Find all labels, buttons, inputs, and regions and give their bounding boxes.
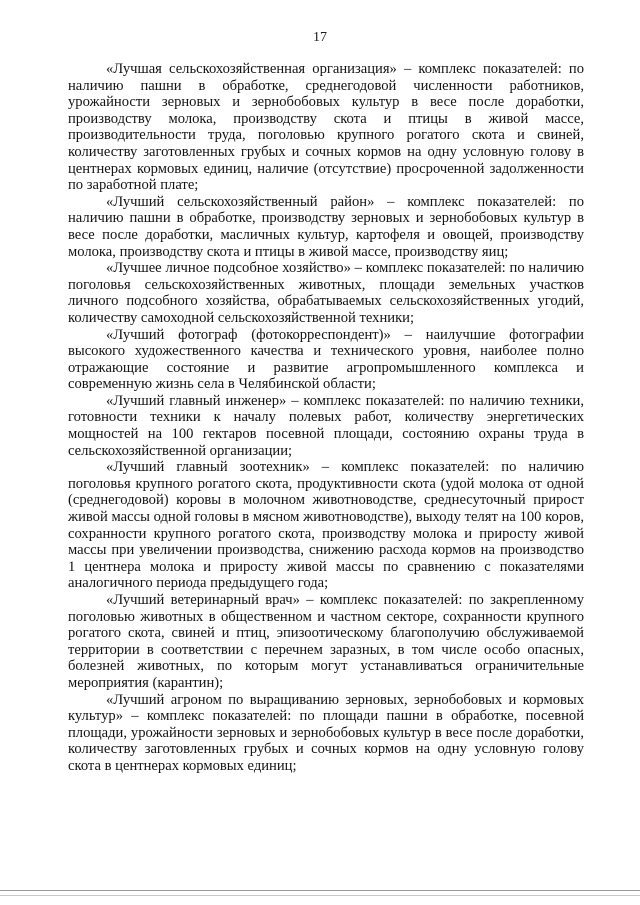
paragraph-best-agricultural-organization: «Лучшая сельскохозяйственная организация» – комплекс показателей: по наличию пашни в обработке, среднегодовой численности работников, урожайности зерновых и зернобобовых культур в весе после доработки, производству молока, производству скота и птицы в живой массе, производительности труда, поголовью крупного рогатого скота и свиней, количеству заготовленных грубых и сочных кормов на одну условную голову в центнерах кормовых единиц, наличие (отсутствие) просроченной задолженности по заработной плате; [68, 61, 584, 194]
paragraph-best-chief-engineer: «Лучший главный инженер» – комплекс показателей: по наличию техники, готовности техники к началу полевых работ, количеству энергетических мощностей на 100 гектаров посевной площади, состоянию охраны труда в сельскохозяйственной организации; [68, 392, 584, 459]
paragraph-best-personal-subsidiary-farm: «Лучшее личное подсобное хозяйство» – комплекс показателей: по наличию поголовья сельскохозяйственных животных, площади земельных участков личного подсобного хозяйства, обрабатываемых сельскохозяйственных угодий, количеству самоходной сельскохозяйственной техники; [68, 260, 584, 326]
paragraph-best-agricultural-district: «Лучший сельскохозяйственный район» – комплекс показателей: по наличию пашни в обработке, производству зерновых и зернобобовых культур в весе после доработки, масличных культур, картофеля и овощей, производству молока, производству скота и птицы в живой массе, производству яиц; [68, 193, 584, 260]
body-text [68, 61, 584, 775]
paragraph-best-veterinarian: «Лучший ветеринарный врач» – комплекс показателей: по закрепленному поголовью животных в общественном и частном секторе, сохранности крупного рогатого скота, свиней и птиц, эпизоотическому благополучию обслуживаемой территории в соответствии с перечнем заразных, в том числе особо опасных, болезней животных, по которым могут устанавливаться ограничительные мероприятия (карантин); [68, 592, 584, 691]
page-number: 17 [313, 30, 327, 45]
paragraph-best-agronomist: «Лучший агроном по выращиванию зерновых, зернобобовых и кормовых культур» – комплекс показателей: по площади пашни в обработке, посевной площади, урожайности зерновых и зернобобовых культур в весе после доработки, количеству заготовленных грубых и сочных кормов на одну условную голову скота в центнерах кормовых единиц; [68, 691, 584, 774]
paragraph-best-photographer: «Лучший фотограф (фотокорреспондент)» – наилучшие фотографии высокого художественного качества и технического уровня, наиболее полно отражающие состояние и развитие агропромышленного комплекса и современную жизнь села в Челябинской области; [68, 326, 584, 393]
bottom-scan-edge-secondary [0, 895, 640, 896]
paragraph-best-chief-livestock-specialist: «Лучший главный зоотехник» – комплекс показателей: по наличию поголовья крупного рогатого скота, продуктивности скота (удой молока от одной (среднегодовой) коровы в молочном животноводстве, среднесуточный прирост живой массы одной головы в мясном животноводстве), выходу телят на 100 коров, сохранности крупного рогатого скота, производству молока и приросту живой массы при увеличении производства, снижению расхода кормов на производство 1 центнера молока и приросту живой массы по сравнению с показателями аналогичного периода предыдущего года; [68, 459, 584, 592]
bottom-scan-edge [0, 890, 640, 891]
